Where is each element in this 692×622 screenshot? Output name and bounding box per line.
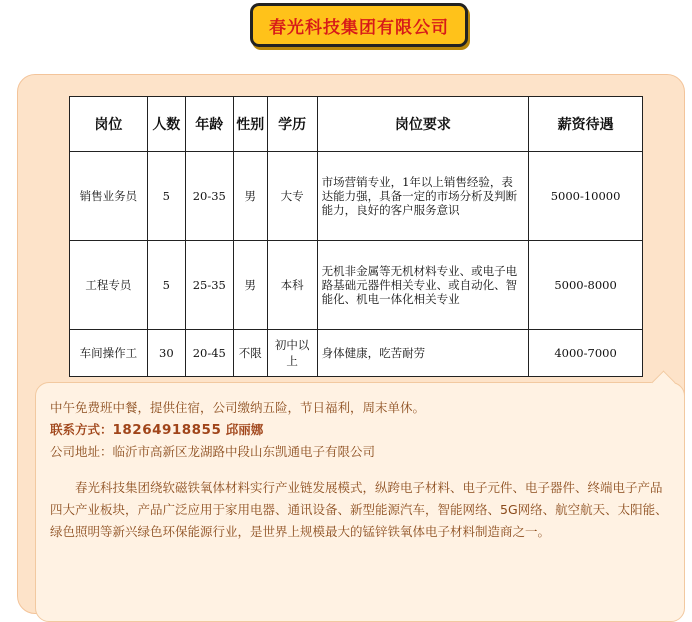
contact-label: 联系方式： xyxy=(50,422,113,437)
cell-age: 25-35 xyxy=(185,241,233,330)
cell-position: 工程专员 xyxy=(70,241,148,330)
header-education: 学历 xyxy=(267,97,317,152)
benefits-text: 中午免费班中餐，提供住宿，公司缴纳五险，节日福利，周末单休。 xyxy=(50,400,426,415)
cell-salary: 4000-7000 xyxy=(529,330,643,377)
company-info-panel xyxy=(35,382,685,622)
cell-gender: 男 xyxy=(233,152,267,241)
cell-count: 5 xyxy=(147,241,185,330)
cell-education: 本科 xyxy=(267,241,317,330)
header-requirements: 岗位要求 xyxy=(317,97,529,152)
company-intro: 春光科技集团绕软磁铁氧体材料实行产业链发展模式，纵跨电子材料、电子元件、电子器件、终端电子产品四大产业板块，产品广泛应用于家用电器、通讯设备、新型能源汽车，智能网络、5G网络、航空航天、太阳能、绿色照明等新兴绿色环保能源行业，是世界上规模最大的锰锌铁氧体电子材料制造商之一。 xyxy=(50,480,668,539)
company-title-badge xyxy=(250,3,468,47)
cell-salary: 5000-8000 xyxy=(529,241,643,330)
contact-phone: 18264918855 xyxy=(112,422,222,438)
table-row xyxy=(70,241,643,330)
cell-age: 20-45 xyxy=(185,330,233,377)
header-count: 人数 xyxy=(147,97,185,152)
cell-count: 5 xyxy=(147,152,185,241)
cell-education: 大专 xyxy=(267,152,317,241)
cell-requirements: 无机非金属等无机材料专业、或电子电路基础元器件相关专业、或自动化、智能化、机电一体化相关专业 xyxy=(317,241,529,330)
table-row xyxy=(70,330,643,377)
header-gender: 性别 xyxy=(233,97,267,152)
cell-education: 初中以上 xyxy=(267,330,317,377)
job-table xyxy=(69,96,643,377)
cell-gender: 男 xyxy=(233,241,267,330)
cell-gender: 不限 xyxy=(233,330,267,377)
cell-requirements: 市场营销专业，1年以上销售经验，表达能力强，具备一定的市场分析及判断能力，良好的客户服务意识 xyxy=(317,152,529,241)
cell-position: 销售业务员 xyxy=(70,152,148,241)
cell-salary: 5000-10000 xyxy=(529,152,643,241)
cell-requirements: 身体健康，吃苦耐劳 xyxy=(317,330,529,377)
table-header-row xyxy=(70,97,643,152)
company-title: 春光科技集团有限公司 xyxy=(269,17,449,38)
header-age: 年龄 xyxy=(185,97,233,152)
table-row xyxy=(70,152,643,241)
cell-age: 20-35 xyxy=(185,152,233,241)
contact-line xyxy=(50,419,672,441)
cell-position: 车间操作工 xyxy=(70,330,148,377)
address-text: 公司地址：临沂市高新区龙湖路中段山东凯通电子有限公司 xyxy=(50,444,376,459)
header-position: 岗位 xyxy=(70,97,148,152)
header-salary: 薪资待遇 xyxy=(529,97,643,152)
cell-count: 30 xyxy=(147,330,185,377)
contact-person: 邱丽娜 xyxy=(225,422,264,437)
